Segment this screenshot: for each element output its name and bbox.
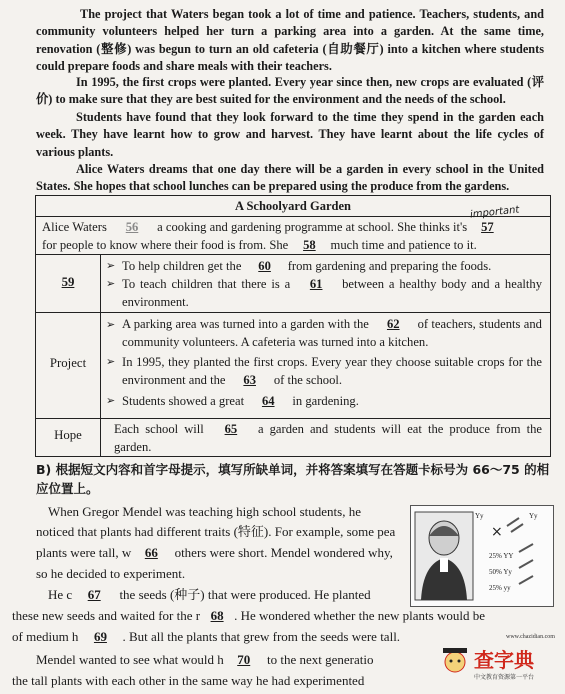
text-medium-h: of medium h [12,629,79,644]
arrow-bullet-icon: ➢ [106,395,116,407]
text-he-c: He c [48,587,73,602]
text-tall-w: plants were tall, w [36,545,132,560]
purpose-label-59[interactable] [36,275,100,290]
text-all-tall: . But all the plants that grew from the seeds were tall. [122,629,401,644]
mendel-illustration [410,505,554,607]
arrow-bullet-icon: ➢ [106,278,116,290]
chazidian-watermark [440,634,560,694]
label-yy-2: Yy [529,512,538,520]
column-divider [100,419,101,456]
arrow-bullet-icon: ➢ [106,319,116,331]
story-line-5 [48,585,371,605]
story-line-7 [12,627,400,647]
text-seeds-produced: the seeds (种子) that were produced. He planted [119,587,371,602]
text-programme: a cooking and gardening programme at school. She thinks it's [157,220,468,234]
story-line-8 [36,650,373,670]
text-teachers-students: of teachers, students and community volunteers. A cafeteria was turned into a kitchen. [122,317,542,349]
blank-67[interactable]: 67 [87,587,101,602]
story-line-3 [36,543,393,563]
text-garden-produce: a garden and students will eat the produce from the garden. [114,422,542,454]
text-teach-children: To teach children that there is a [122,277,291,291]
text-parking-area: A parking area was turned into a garden with the [122,317,369,331]
hope-label: Hope [54,428,82,442]
hope-text [114,420,542,456]
blank-69[interactable]: 69 [93,629,107,644]
text-waited-r: these new seeds and waited for the r [12,608,201,623]
project-item-3 [122,392,542,410]
column-divider [100,255,101,312]
arrow-bullet-icon: ➢ [106,260,116,272]
blank-58[interactable]: 58 [303,238,316,252]
story-line-1: When Gregor Mendel was teaching high school students, he [48,504,362,519]
label-25-yy: 25% YY [489,552,514,560]
text-would-h: Mendel wanted to see what would h [36,652,224,667]
text-from-gardening: from gardening and preparing the foods. [287,259,492,273]
passage-paragraph-1: The project that Waters began took a lot of time and patience. Teachers, students, and community volunteers helped her turn a parking area into a garden. At the same time, renovation (整修) was begun to turn an old cafeteria (自助餐厅) into a kitchen where students could prepare foods and share meals with their teachers. [36,7,544,73]
text-planted-crops: In 1995, they planted the first crops. Every year they choose suitable crops for the environment and the [122,355,542,387]
label-50-yy: 50% Yy [489,568,512,576]
text-healthy-body: between a healthy body and a healthy environment. [122,277,542,309]
blank-68[interactable]: 68 [210,608,224,623]
handwritten-note: important [469,204,520,221]
table-row-hope [36,418,550,456]
section-b-instruction: B) 根据短文内容和首字母提示，填写所缺单词，并将答案填写在答题卡标号为 66～75 的相应位置上。 [36,462,550,496]
watermark-name: 查字典 [474,648,534,672]
blank-57[interactable]: 57 [481,220,494,234]
blank-66[interactable]: 66 [144,545,158,560]
project-item-1 [122,315,542,351]
purpose-item-1 [122,257,542,275]
text-help-children: To help children get the [122,259,242,273]
blank-64[interactable]: 64 [261,394,275,408]
project-label: Project [49,356,87,370]
schoolyard-garden-table [35,195,551,457]
text-of-school: of the school. [273,373,343,387]
text-people-know: for people to know where their food is from. She [42,238,289,252]
text-next-generation: to the next generatio [266,652,374,667]
label-25-yy-recessive: 25% yy [489,584,511,592]
watermark-url: www.chazidian.com [506,634,555,640]
table-row-purpose [36,254,550,312]
blank-61[interactable]: 61 [309,277,323,291]
label-yy-1: Yy [475,512,484,520]
passage-paragraph-2: In 1995, the first crops were planted. Every year since then, new crops are evaluated (评价) to make sure that they are best suited for the environment and the needs of the school. [36,75,544,107]
table-row-project [36,312,550,418]
project-item-2 [122,353,542,389]
text-time-patience: much time and patience to it. [330,238,477,252]
blank-59[interactable]: 59 [61,275,75,289]
table-title: A Schoolyard Garden [235,199,351,213]
text-students-showed: Students showed a great [122,394,245,408]
blank-62[interactable]: 62 [386,317,400,331]
purpose-item-2 [122,275,542,311]
passage-paragraph-3: Students have found that they look forward to the time they spend in the garden each week. They have learnt how to grow and harvest. They have learnt about the life cycles of various plants. [36,110,544,159]
mascot-icon [440,644,470,678]
text-each-school: Each school will [114,422,204,436]
watermark-sub: 中文教育资源第一平台 [474,674,535,681]
blank-60[interactable]: 60 [258,259,271,273]
blank-70[interactable]: 70 [237,652,251,667]
story-line-6 [12,606,485,626]
blank-65[interactable]: 65 [224,422,238,436]
column-divider [100,313,101,418]
passage-paragraph-4: Alice Waters dreams that one day there will be a garden in every school in the United States. She hopes that school lunches can be prepared using the produce from the gardens. [36,162,544,194]
story-line-4: so he decided to experiment. [36,566,186,581]
text-others-short: others were short. Mendel wondered why, [174,545,393,560]
text-in-gardening: in gardening. [292,394,359,408]
text-wondered-whether: . He wondered whether the new plants would be [234,608,485,623]
svg-text:×: × [491,524,503,540]
blank-63[interactable]: 63 [243,373,256,387]
blank-56[interactable]: 56 [125,220,139,234]
story-line-9: the tall plants with each other in the same way he had experimented [12,673,365,688]
story-line-2: noticed that plants had different traits (特征). For example, some pea [36,524,396,539]
text-alice-waters: Alice Waters [42,220,107,234]
arrow-bullet-icon: ➢ [106,356,116,368]
mendel-portrait-icon [411,506,553,606]
row-intro-text [42,218,537,254]
